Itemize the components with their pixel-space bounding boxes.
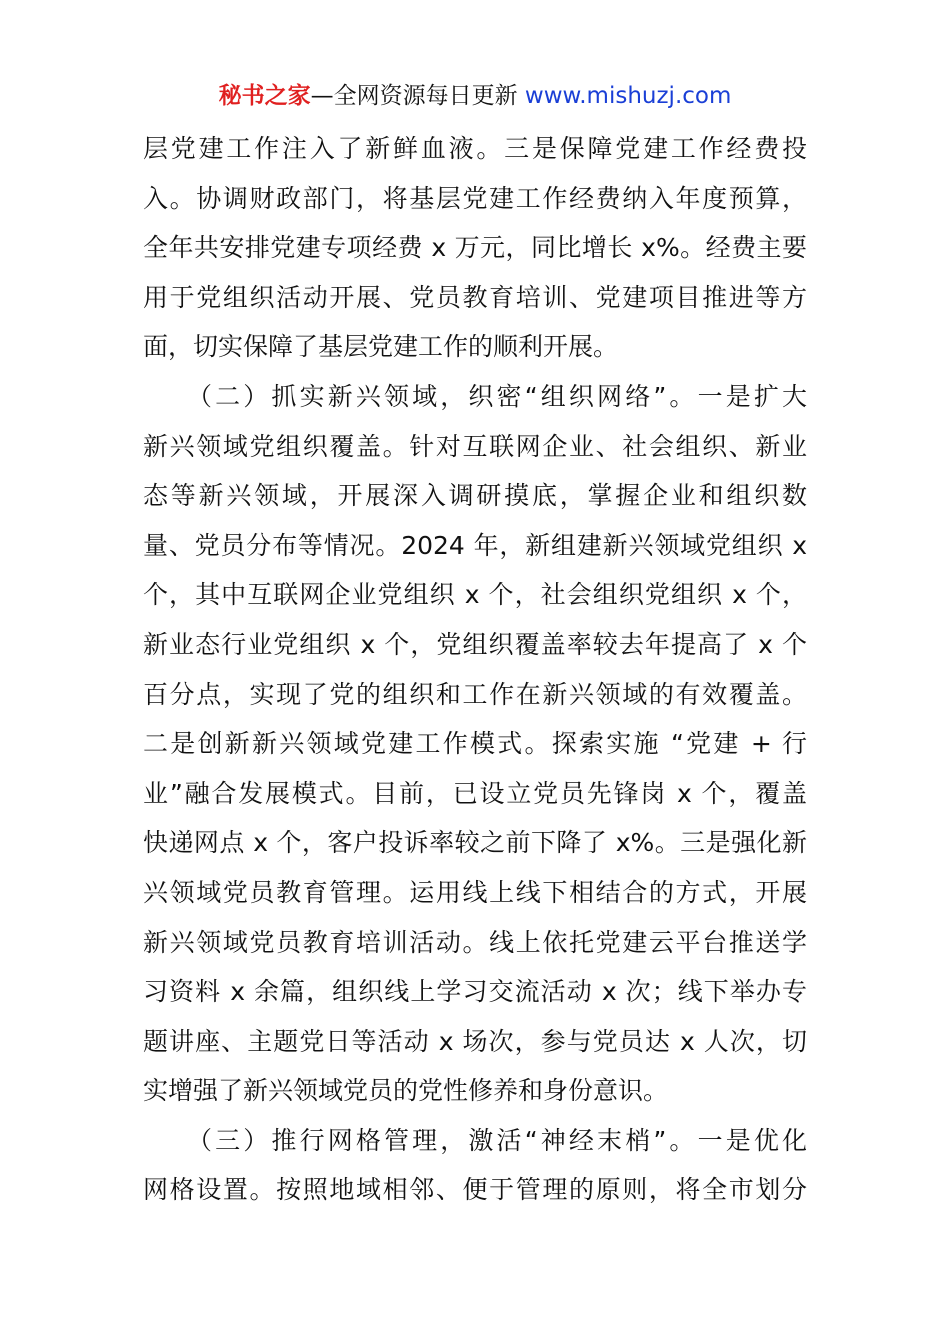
text-line: 新兴领域党组织覆盖。针对互联网企业、社会组织、新业 bbox=[143, 431, 807, 461]
text-line: 个，其中互联网企业党组织 x 个，社会组织党组织 x 个， bbox=[143, 580, 807, 610]
text-line: 面，切实保障了基层党建工作的顺利开展。 bbox=[143, 332, 619, 362]
site-header bbox=[0, 80, 950, 112]
text-line: 态等新兴领域，开展深入调研摸底，掌握企业和组织数 bbox=[143, 481, 807, 511]
text-line: 全年共安排党建专项经费 x 万元，同比增长 x%。经费主要 bbox=[143, 233, 807, 263]
text-line: 习资料 x 余篇，组织线上学习交流活动 x 次；线下举办专 bbox=[143, 977, 807, 1007]
text-line: 新业态行业党组织 x 个，党组织覆盖率较去年提高了 x 个 bbox=[143, 629, 807, 659]
text-line: 新兴领域党员教育培训活动。线上依托党建云平台推送学 bbox=[143, 927, 807, 957]
document-body bbox=[143, 124, 807, 1215]
text-line: 网格设置。按照地域相邻、便于管理的原则，将全市划分 bbox=[143, 1175, 807, 1205]
section-heading-line: （三）推行网格管理，激活“神经末梢”。一是优化 bbox=[187, 1125, 807, 1155]
text-line: 兴领域党员教育管理。运用线上线下相结合的方式，开展 bbox=[143, 877, 807, 907]
text-line: 用于党组织活动开展、党员教育培训、党建项目推进等方 bbox=[143, 282, 807, 312]
section-heading-line: （二）抓实新兴领域，织密“组织网络”。一是扩大 bbox=[187, 381, 807, 411]
site-brand: 秘书之家 bbox=[218, 83, 311, 109]
text-line: 业”融合发展模式。目前，已设立党员先锋岗 x 个，覆盖 bbox=[143, 778, 807, 808]
text-line: 二是创新新兴领域党建工作模式。探索实施 “党建 + 行 bbox=[143, 729, 807, 759]
text-line: 入。协调财政部门，将基层党建工作经费纳入年度预算， bbox=[143, 183, 807, 213]
text-line: 百分点，实现了党的组织和工作在新兴领域的有效覆盖。 bbox=[143, 679, 807, 709]
site-url: www.mishuzj.com bbox=[517, 83, 732, 109]
text-line: 实增强了新兴领域党员的党性修养和身份意识。 bbox=[143, 1076, 669, 1106]
site-tagline: —全网资源每日更新 bbox=[310, 83, 518, 109]
text-line: 题讲座、主题党日等活动 x 场次，参与党员达 x 人次，切 bbox=[143, 1026, 807, 1056]
text-line: 层党建工作注入了新鲜血液。三是保障党建工作经费投 bbox=[143, 134, 807, 163]
text-line: 量、党员分布等情况。2024 年，新组建新兴领域党组织 x bbox=[143, 530, 807, 560]
text-line: 快递网点 x 个，客户投诉率较之前下降了 x%。三是强化新 bbox=[143, 828, 807, 858]
